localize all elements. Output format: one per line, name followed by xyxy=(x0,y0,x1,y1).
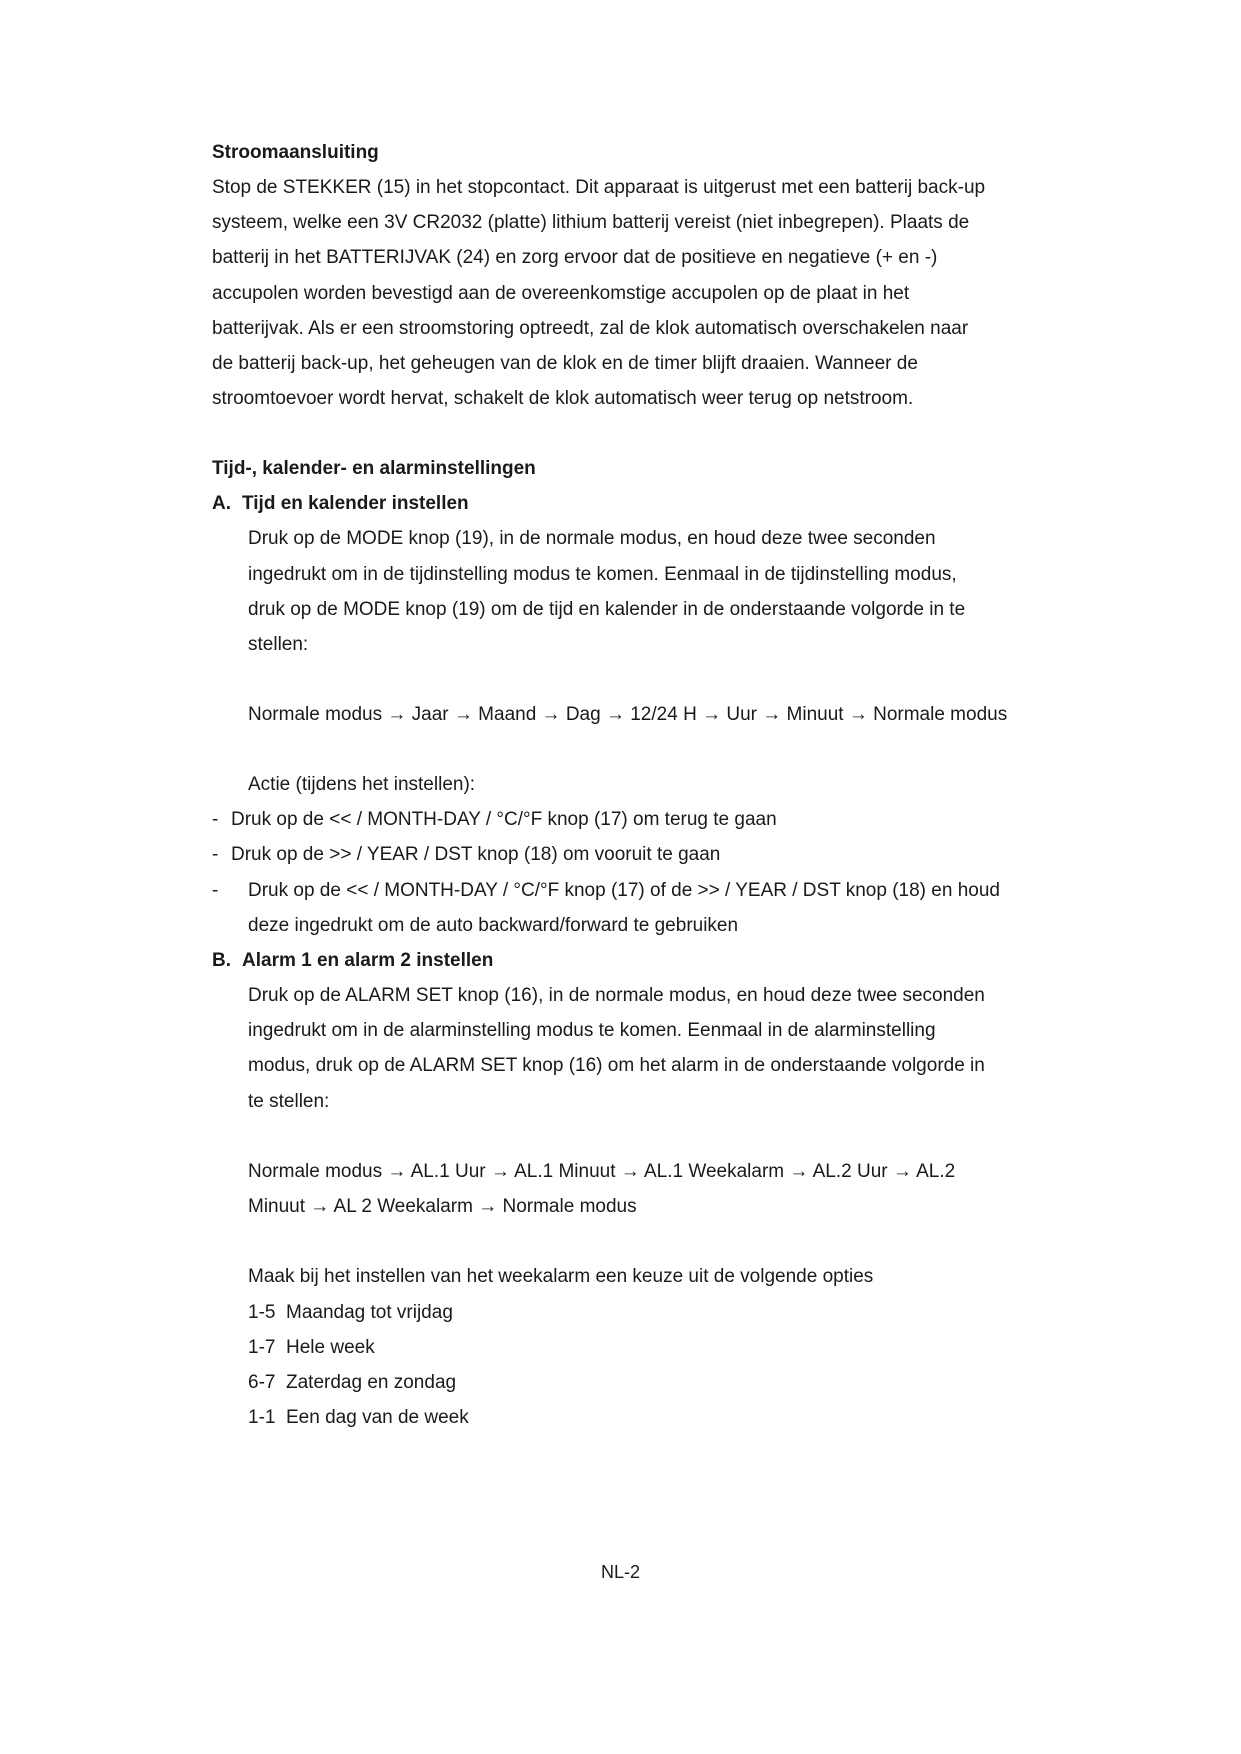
alarm-sequence: Normale modus → AL.1 Uur → AL.1 Minuut → AL.1 Weekalarm → AL.2 Uur → AL.2 xyxy=(248,1161,956,1182)
section-b-line: ingedrukt om in de alarminstelling modus te komen. Eenmaal in de alarminstelling xyxy=(248,1020,936,1041)
section-b-line: modus, druk op de ALARM SET knop (16) om het alarm in de onderstaande volgorde in xyxy=(248,1055,985,1076)
action-label: Actie (tijdens het instellen): xyxy=(248,774,476,795)
alarm-sequence: Minuut → AL 2 Weekalarm → Normale modus xyxy=(248,1196,637,1217)
section-a-line: stellen: xyxy=(248,634,309,655)
option-label: Hele week xyxy=(286,1337,375,1358)
bullet-dash: - xyxy=(212,809,219,830)
power-line: accupolen worden bevestigd aan de overeenkomstige accupolen op de plaat in het xyxy=(212,283,910,304)
option-label: Maandag tot vrijdag xyxy=(286,1302,453,1323)
section-b-line: te stellen: xyxy=(248,1091,330,1112)
section-a-title: Tijd en kalender instellen xyxy=(242,493,469,514)
power-line: systeem, welke een 3V CR2032 (platte) lithium batterij vereist (niet inbegrepen). Plaats de xyxy=(212,212,970,233)
power-line: batterij in het BATTERIJVAK (24) en zorg ervoor dat de positieve en negatieve (+ en -) xyxy=(212,247,938,268)
option-code: 1-1 xyxy=(248,1407,276,1428)
page-number: NL-2 xyxy=(600,1562,640,1582)
power-line: batterijvak. Als er een stroomstoring optreedt, zal de klok automatisch overschakelen naar xyxy=(212,318,969,339)
option-label: Een dag van de week xyxy=(286,1407,469,1428)
bullet-dash: - xyxy=(212,844,219,865)
bullet-dash: - xyxy=(212,880,219,901)
power-heading: Stroomaansluiting xyxy=(212,142,379,163)
bullet-text: Druk op de >> / YEAR / DST knop (18) om vooruit te gaan xyxy=(231,844,721,865)
power-line: stroomtoevoer wordt hervat, schakelt de klok automatisch weer terug op netstroom. xyxy=(212,388,914,409)
power-line: Stop de STEKKER (15) in het stopcontact. Dit apparaat is uitgerust met een batterij back-up xyxy=(212,177,986,198)
option-label: Zaterdag en zondag xyxy=(286,1372,457,1393)
bullet-text: Druk op de << / MONTH-DAY / °C/°F knop (17) om terug te gaan xyxy=(231,809,777,830)
section-a-letter: A. xyxy=(212,493,231,514)
bullet-text: Druk op de << / MONTH-DAY / °C/°F knop (17) of de >> / YEAR / DST knop (18) en houd xyxy=(248,880,1000,901)
options-intro: Maak bij het instellen van het weekalarm een keuze uit de volgende opties xyxy=(248,1266,874,1287)
bullet-text-continued: deze ingedrukt om de auto backward/forward te gebruiken xyxy=(248,915,739,936)
section-a-line: Druk op de MODE knop (19), in de normale modus, en houd deze twee seconden xyxy=(248,528,936,549)
section-b-line: Druk op de ALARM SET knop (16), in de normale modus, en houd deze twee seconden xyxy=(248,985,985,1006)
section-a-line: druk op de MODE knop (19) om de tijd en kalender in de onderstaande volgorde in te xyxy=(248,599,966,620)
power-line: de batterij back-up, het geheugen van de klok en de timer blijft draaien. Wanneer de xyxy=(212,353,918,374)
option-code: 1-5 xyxy=(248,1302,276,1323)
settings-heading: Tijd-, kalender- en alarminstellingen xyxy=(212,458,536,479)
section-a-line: ingedrukt om in de tijdinstelling modus te komen. Eenmaal in de tijdinstelling modus, xyxy=(248,564,957,585)
section-b-title: Alarm 1 en alarm 2 instellen xyxy=(242,950,494,971)
option-code: 1-7 xyxy=(248,1337,276,1358)
time-sequence: Normale modus → Jaar → Maand → Dag → 12/24 H → Uur → Minuut → Normale modus xyxy=(248,704,1008,725)
section-b-letter: B. xyxy=(212,950,231,971)
option-code: 6-7 xyxy=(248,1372,276,1393)
